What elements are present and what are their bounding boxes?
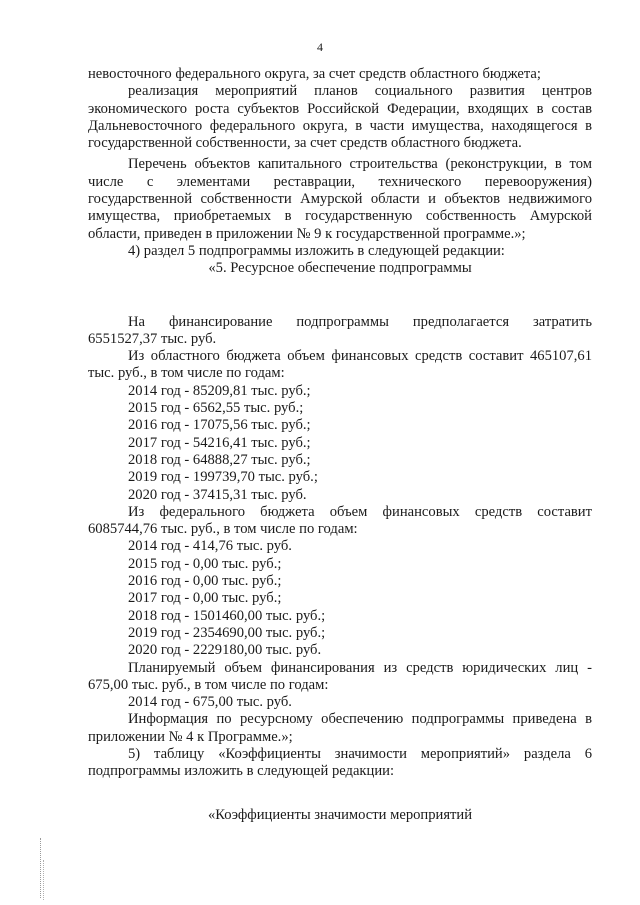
paragraph-federal-budget: Из федерального бюджета объем финансовых средств составит 6085744,76 тыс. руб., в том числе по годам:: [88, 503, 592, 538]
list-item: 2014 год - 675,00 тыс. руб.: [128, 694, 292, 711]
legal-entities-years-list: [88, 694, 592, 711]
list-item: 2019 год - 199739,70 тыс. руб.;: [128, 469, 318, 486]
paragraph-resource-info: Информация по ресурсному обеспечению подпрограммы приведена в приложении № 4 к Программе.»;: [88, 711, 592, 745]
document-body: [88, 66, 592, 824]
list-item: 2020 год - 2229180,00 тыс. руб.: [128, 642, 322, 659]
list-item: 2019 год - 2354690,00 тыс. руб.;: [128, 624, 326, 641]
total-financing-line2: 6551527,37 тыс. руб.: [88, 330, 217, 347]
list-item: 2015 год - 0,00 тыс. руб.;: [128, 555, 282, 572]
paragraph-economic-growth-centers: реализация мероприятий планов социального развития центров экономического роста субъектов Российской Федерации, входящих в состав Дальневосточного федерального округа, в части имущества, находящегося в государственной собственности, за счет средств областного бюджета.: [88, 83, 592, 152]
list-item: 2017 год - 0,00 тыс. руб.;: [128, 590, 282, 607]
paragraph-capital-construction-list: Перечень объектов капитального строительства (реконструкции, в том числе с элементами реставрации, технического перевооружения) государственной собственности Амурской области и объектов недвижимого имущества, приобретаемых в государственную собственность Амурской области, приведен в приложении № 9 к государственной программе.»;: [88, 156, 592, 242]
paragraph-table-amendment: 5) таблицу «Коэффициенты значимости мероприятий» раздела 6 подпрограммы изложить в следующей редакции:: [88, 745, 592, 780]
list-item: 2020 год - 37415,31 тыс. руб.: [128, 486, 307, 503]
paragraph-regional-budget: Из областного бюджета объем финансовых средств составит 465107,61 тыс. руб., в том числе по годам:: [88, 348, 592, 382]
list-item: 2016 год - 17075,56 тыс. руб.;: [128, 417, 311, 434]
list-item: 2015 год - 6562,55 тыс. руб.;: [128, 400, 304, 417]
paragraph-continuation: невосточного федерального округа, за счет средств областного бюджета;: [88, 66, 541, 82]
paragraph-legal-entities: Планируемый объем финансирования из средств юридических лиц - 675,00 тыс. руб., в том числе по годам:: [88, 659, 592, 693]
margin-scan-mark-secondary: [43, 860, 47, 900]
list-item: 2017 год - 54216,41 тыс. руб.;: [128, 434, 311, 451]
regional-budget-years-list: [88, 383, 592, 504]
list-item: 2014 год - 414,76 тыс. руб.: [128, 538, 292, 555]
table-title-significance-coefficients: «Коэффициенты значимости мероприятий: [207, 806, 473, 823]
total-financing-line1: На финансирование подпрограммы предполагается затратить: [128, 313, 592, 330]
section-title-resource-support: «5. Ресурсное обеспечение подпрограммы: [208, 260, 472, 277]
list-item: 2018 год - 64888,27 тыс. руб.;: [128, 451, 311, 468]
list-item: 2014 год - 85209,81 тыс. руб.;: [128, 382, 311, 399]
paragraph-total-financing: [88, 314, 592, 349]
page-number: 4: [317, 40, 323, 54]
list-item: 2016 год - 0,00 тыс. руб.;: [128, 573, 282, 590]
list-item: 2018 год - 1501460,00 тыс. руб.;: [128, 607, 326, 624]
federal-budget-years-list: [88, 538, 592, 659]
paragraph-section5-amendment: 4) раздел 5 подпрограммы изложить в следующей редакции:: [128, 242, 505, 259]
